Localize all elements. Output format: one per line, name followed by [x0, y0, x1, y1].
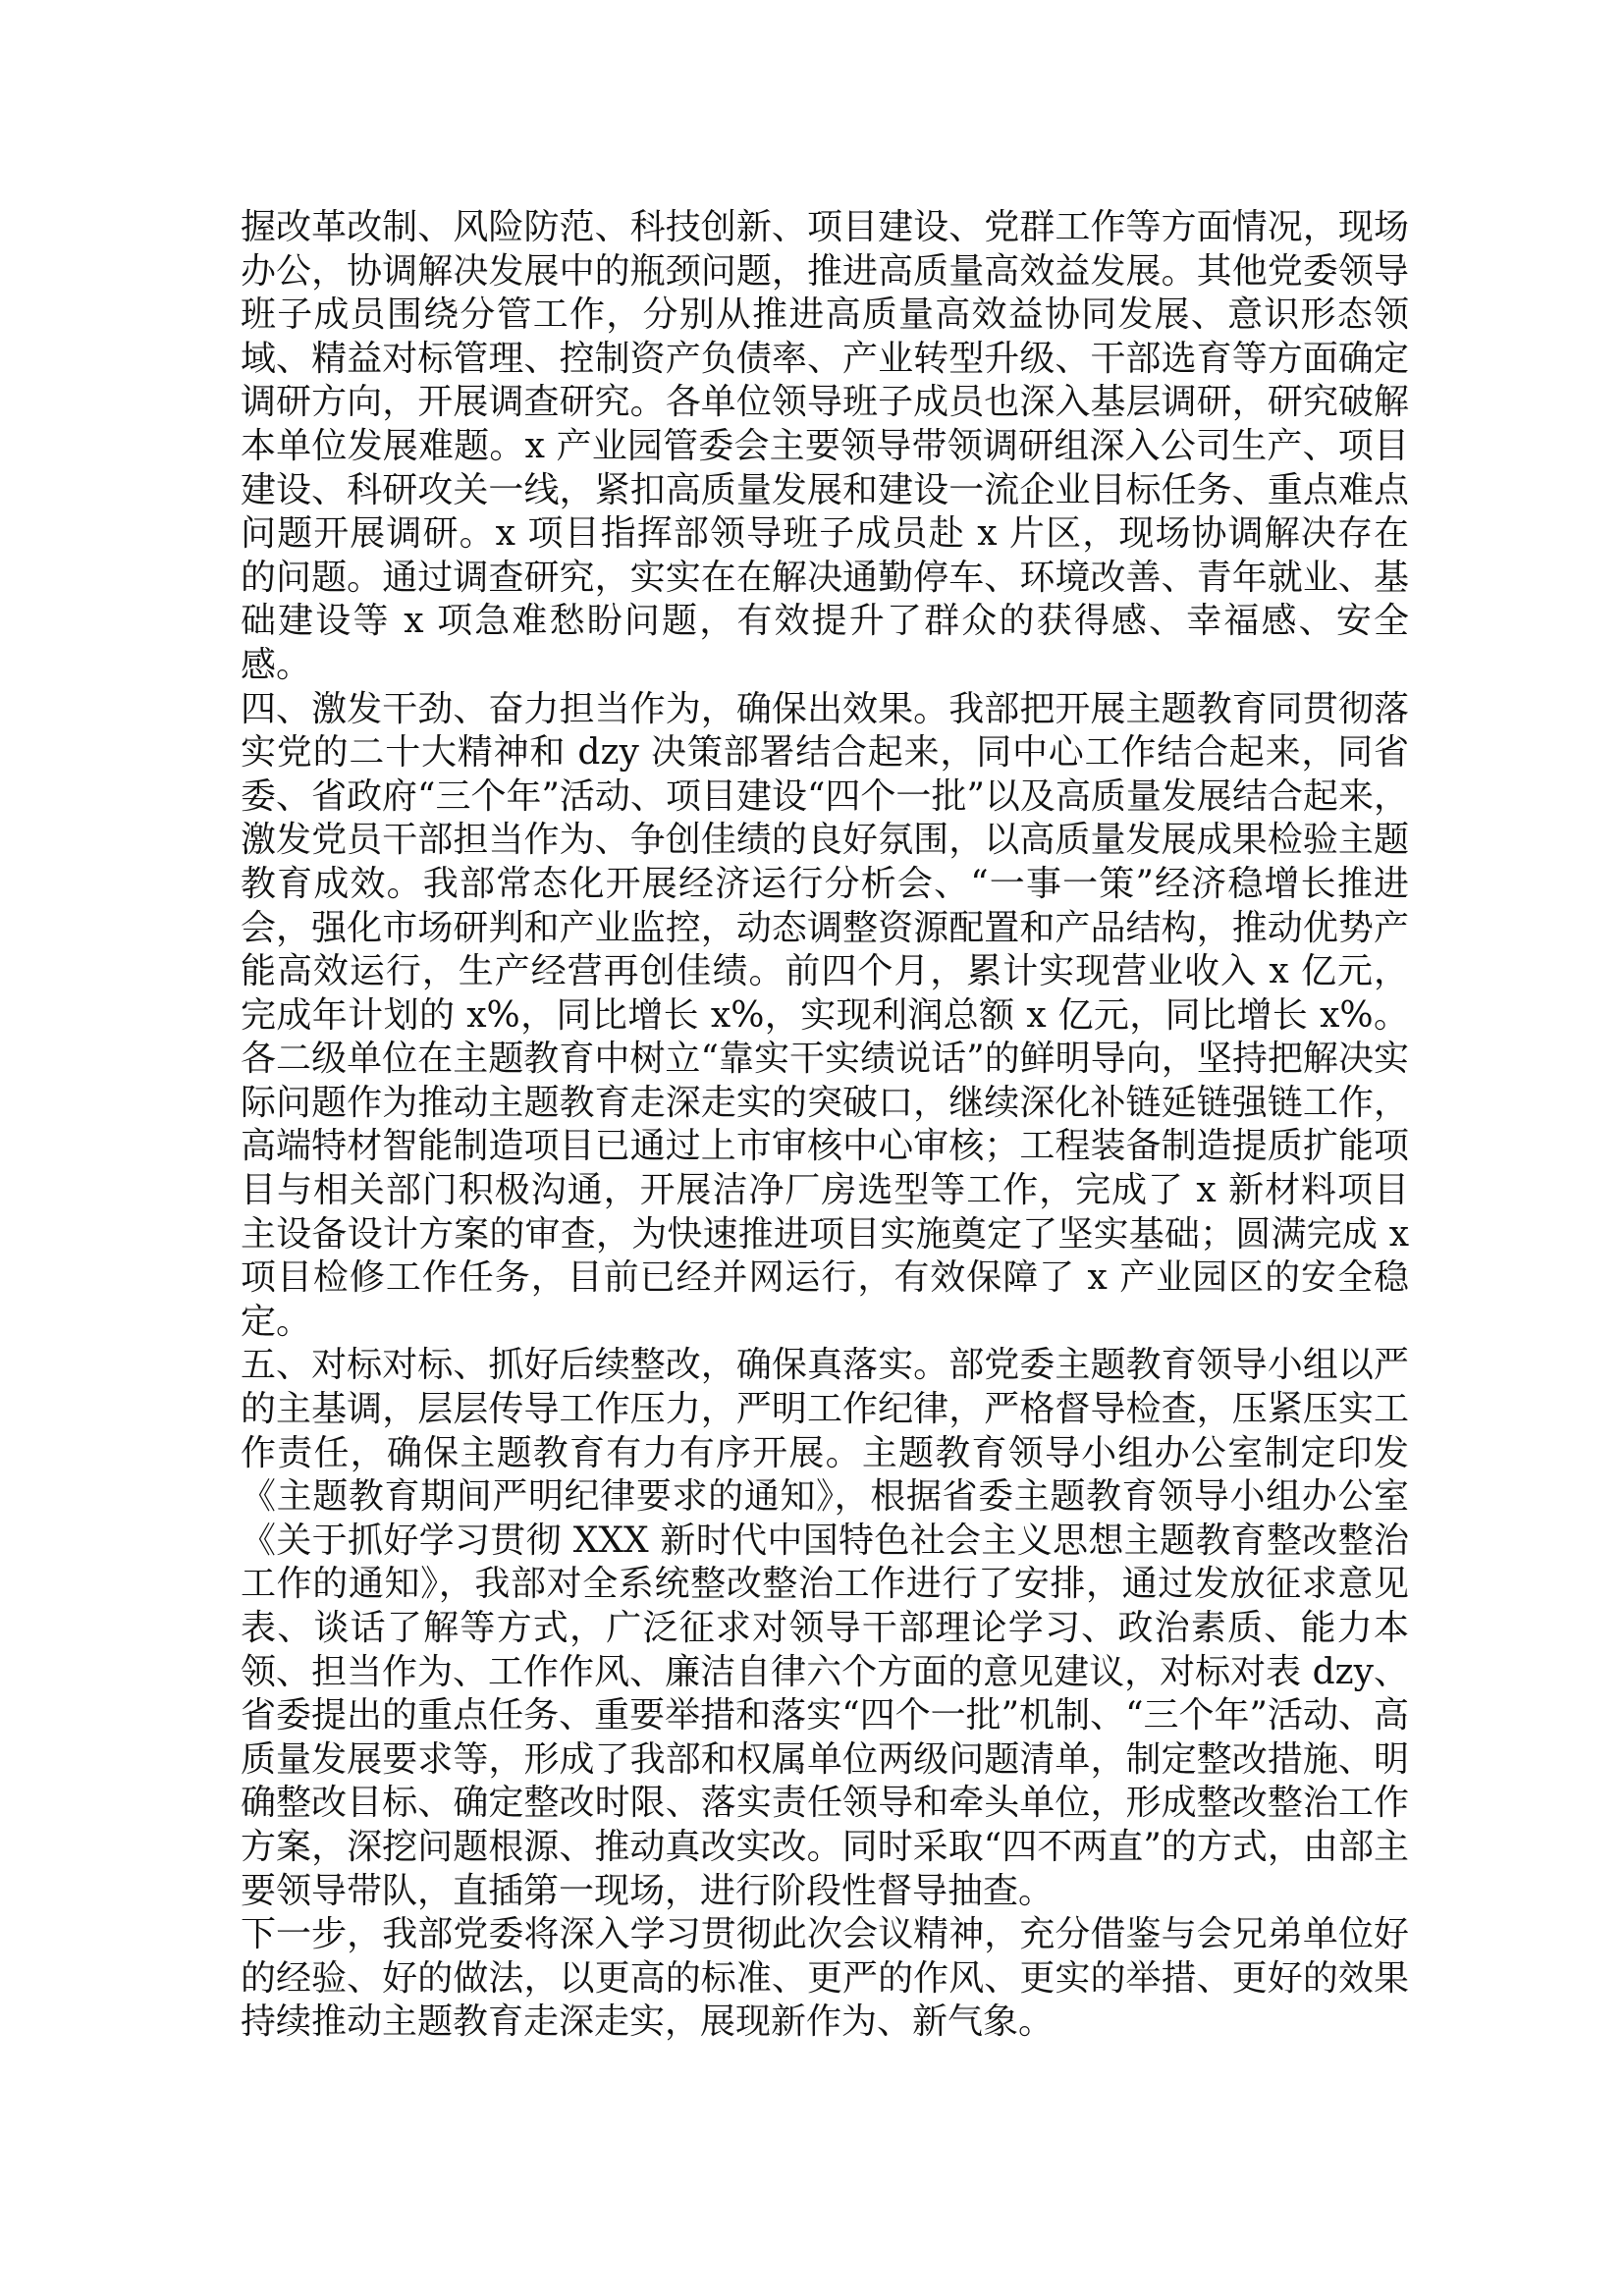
- paragraph-section-four: 四、激发干劲、奋力担当作为，确保出效果。我部把开展主题教育同贯彻落实党的二十大精神和 dzy 决策部署结合起来，同中心工作结合起来，同省委、省政府“三个年”活动、项目建设“四个一批”以及高质量发展结合起来，激发党员干部担当作为、争创佳绩的良好氛围，以高质量发展成果检验主题教育成效。我部常态化开展经济运行分析会、“一事一策”经济稳增长推进会，强化市场研判和产业监控，动态调整资源配置和产品结构，推动优势产能高效运行，生产经营再创佳绩。前四个月，累计实现营业收入 x 亿元，完成年计划的 x%，同比增长 x%，实现利润总额 x 亿元，同比增长 x%。各二级单位在主题教育中树立“靠实干实绩说话”的鲜明导向，坚持把解决实际问题作为推动主题教育走深走实的突破口，继续深化补链延链强链工作，高端特材智能制造项目已通过上市审核中心审核；工程装备制造提质扩能项目与相关部门积极沟通，开展洁净厂房选型等工作，完成了 x 新材料项目主设备设计方案的审查，为快速推进项目实施奠定了坚实基础；圆满完成 x 项目检修工作任务，目前已经并网运行，有效保障了 x 产业园区的安全稳定。: [241, 688, 1409, 1342]
- paragraph-research: 握改革改制、风险防范、科技创新、项目建设、党群工作等方面情况，现场办公，协调解决发展中的瓶颈问题，推进高质量高效益发展。其他党委领导班子成员围绕分管工作，分别从推进高质量高效益协同发展、意识形态领域、精益对标管理、控制资产负债率、产业转型升级、干部选育等方面确定调研方向，开展调查研究。各单位领导班子成员也深入基层调研，研究破解本单位发展难题。x 产业园管委会主要领导带领调研组深入公司生产、项目建设、科研攻关一线，紧扣高质量发展和建设一流企业目标任务、重点难点问题开展调研。x 项目指挥部领导班子成员赴 x 片区，现场协调解决存在的问题。通过调查研究，实实在在解决通勤停车、环境改善、青年就业、基础建设等 x 项急难愁盼问题，有效提升了群众的获得感、幸福感、安全感。: [241, 207, 1409, 685]
- paragraph-section-five: 五、对标对标、抓好后续整改，确保真落实。部党委主题教育领导小组以严的主基调，层层传导工作压力，严明工作纪律，严格督导检查，压紧压实工作责任，确保主题教育有力有序开展。主题教育领导小组办公室制定印发《主题教育期间严明纪律要求的通知》，根据省委主题教育领导小组办公室《关于抓好学习贯彻 XXX 新时代中国特色社会主义思想主题教育整改整治工作的通知》，我部对全系统整改整治工作进行了安排，通过发放征求意见表、谈话了解等方式，广泛征求对领导干部理论学习、政治素质、能力本领、担当作为、工作作风、廉洁自律六个方面的意见建议，对标对表 dzy、省委提出的重点任务、重要举措和落实“四个一批”机制、“三个年”活动、高质量发展要求等，形成了我部和权属单位两级问题清单，制定整改措施、明确整改目标、确定整改时限、落实责任领导和牵头单位，形成整改整治工作方案，深挖问题根源、推动真改实改。同时采取“四不两直”的方式，由部主要领导带队，直插第一现场，进行阶段性督导抽查。: [241, 1345, 1409, 1911]
- document-body: [241, 206, 1409, 2045]
- paragraph-next-step: 下一步，我部党委将深入学习贯彻此次会议精神，充分借鉴与会兄弟单位好的经验、好的做法，以更高的标准、更严的作风、更实的举措、更好的效果持续推动主题教育走深走实，展现新作为、新气象。: [241, 1914, 1409, 2043]
